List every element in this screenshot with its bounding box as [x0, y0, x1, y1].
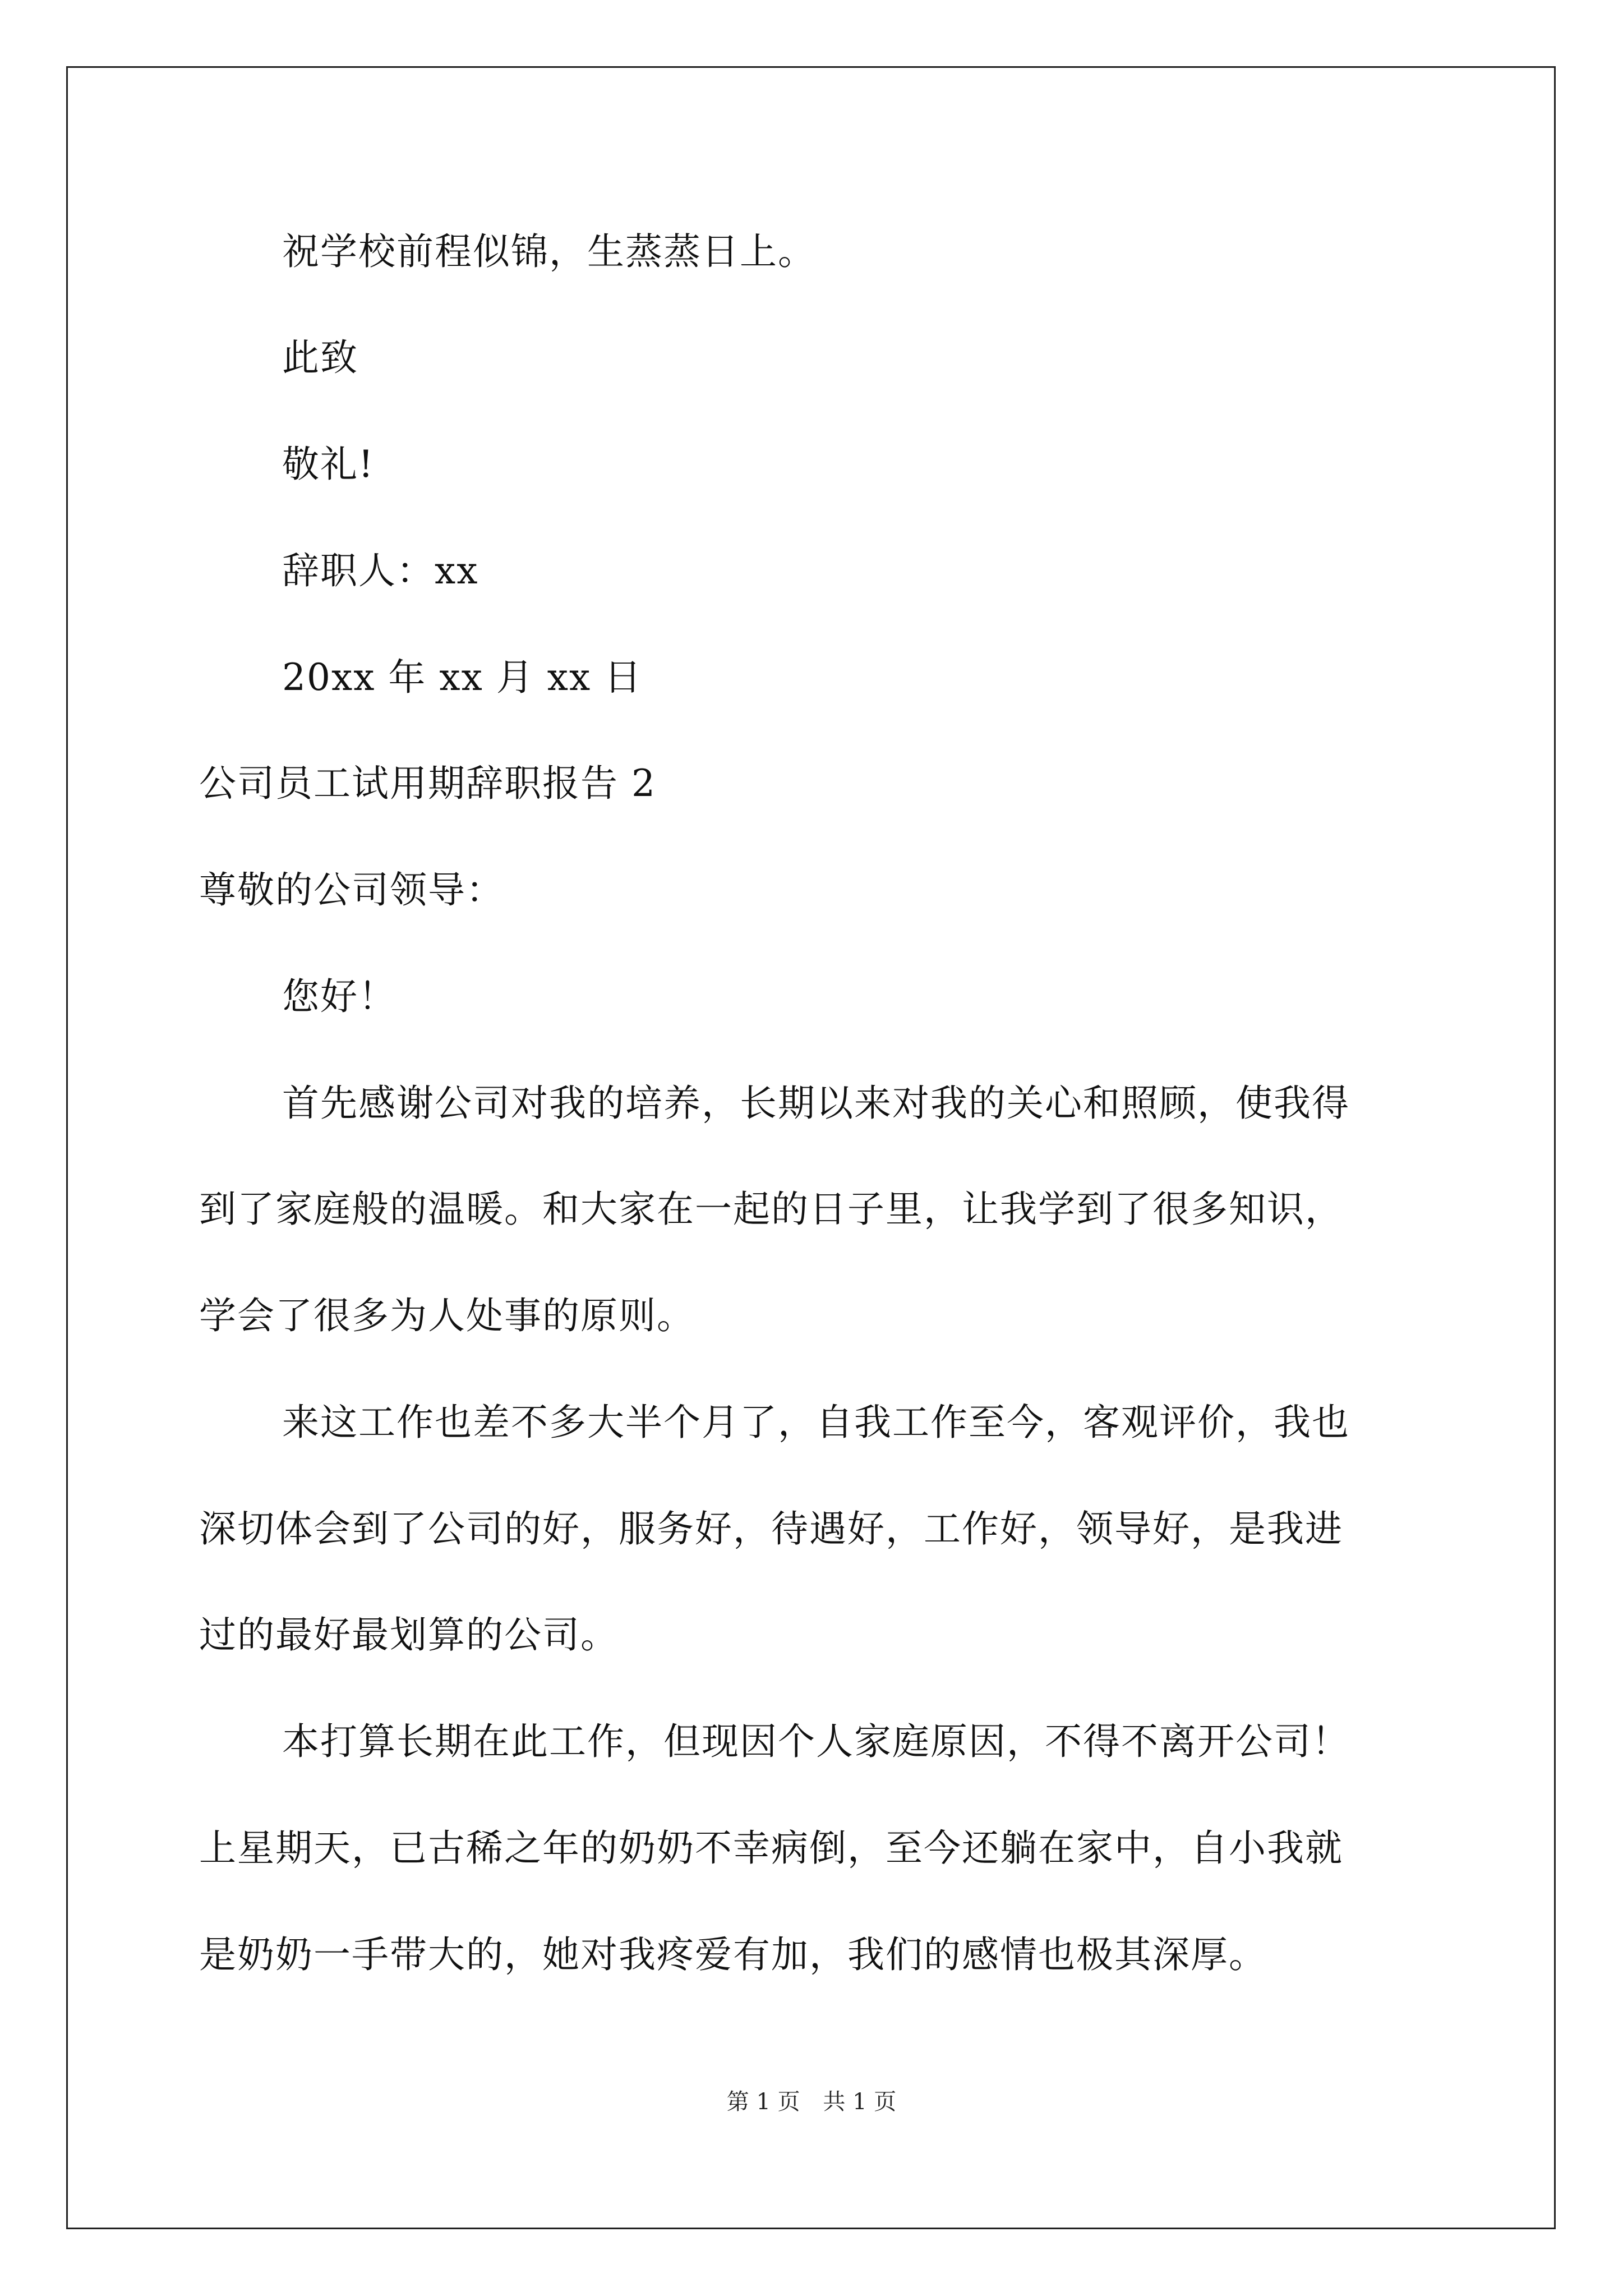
paragraph-line: 学会了很多为人处事的原则。 — [199, 1294, 695, 1337]
signature-line: 辞职人：xx — [282, 549, 479, 592]
paragraph-line: 到了家庭般的温暖。和大家在一起的日子里，让我学到了很多知识， — [199, 1188, 1343, 1231]
paragraph-line: 首先感谢公司对我的培养，长期以来对我的关心和照顾，使我得 — [282, 1082, 1350, 1125]
date-line: 20xx 年 xx 月 xx 日 — [282, 656, 643, 699]
salutation-closing: 此致 — [282, 336, 358, 379]
hello-line: 您好！ — [282, 975, 396, 1018]
paragraph-line: 本打算长期在此工作，但现因个人家庭原因，不得不离开公司！ — [282, 1720, 1350, 1763]
paragraph-line: 是奶奶一手带大的，她对我疼爱有加，我们的感情也极其深厚。 — [199, 1933, 1267, 1976]
letter-greeting: 尊敬的公司领导： — [199, 868, 504, 912]
salutation-regards: 敬礼! — [282, 443, 375, 486]
page-footer — [0, 2088, 1623, 2116]
paragraph-line: 过的最好最划算的公司。 — [199, 1613, 619, 1657]
section-heading: 公司员工试用期辞职报告 2 — [199, 762, 656, 805]
paragraph-line: 上星期天，已古稀之年的奶奶不幸病倒，至今还躺在家中，自小我就 — [199, 1826, 1343, 1870]
paragraph-line: 来这工作也差不多大半个月了，自我工作至今，客观评价，我也 — [282, 1401, 1350, 1444]
paragraph-line: 深切体会到了公司的好，服务好，待遇好，工作好，领导好，是我进 — [199, 1507, 1343, 1550]
current-page-label: 第 1 页 — [726, 2089, 800, 2115]
closing-wish: 祝学校前程似锦，生蒸蒸日上。 — [282, 230, 816, 273]
total-pages-label: 共 1 页 — [823, 2089, 897, 2115]
page-border — [66, 66, 1556, 2229]
